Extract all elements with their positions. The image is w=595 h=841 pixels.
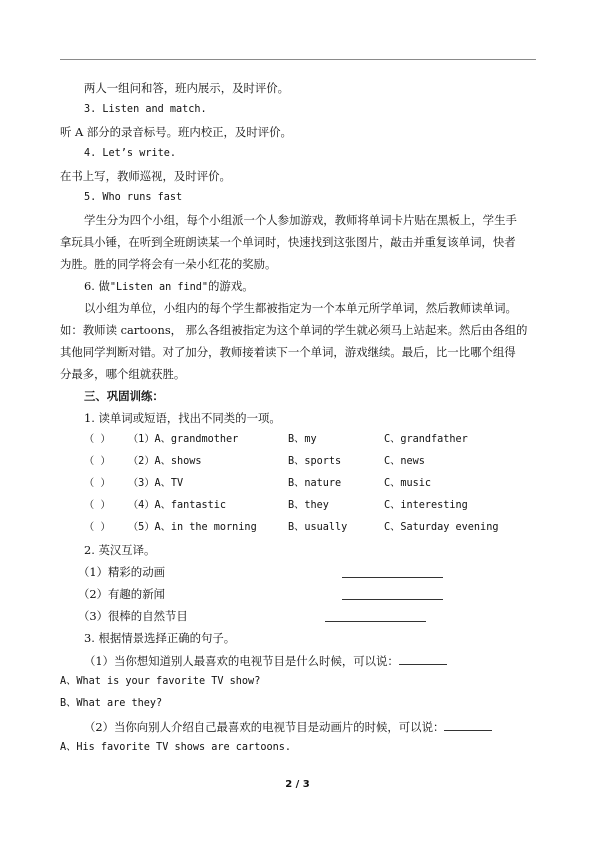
paragraph-line: 学生分为四个小组，每个小组派一个人参加游戏，教师将单词卡片贴在黑板上，学生手 [84, 213, 517, 227]
option-b: B、sports [288, 456, 342, 467]
game-name: "Listen an find" [109, 282, 209, 293]
answer-blank[interactable] [444, 718, 492, 731]
paragraph-line: 其他同学判断对错。对了加分，教师接着读下一个单词，游戏继续。最后，比一比哪个组得 [60, 345, 516, 359]
answer-blank[interactable] [342, 599, 443, 600]
paragraph-line: 以小组为单位，小组内的每个学生都被指定为一个本单元所学单词，然后教师读单词。 [84, 301, 517, 315]
answer-bracket[interactable]: （ ） [84, 478, 111, 489]
option-c: C、interesting [384, 500, 468, 511]
option-c: C、music [384, 478, 431, 489]
option-b: B、usually [288, 522, 348, 533]
paragraph-line: 分最多，哪个组就获胜。 [60, 367, 186, 381]
situation-text: （1）当你想知道别人最喜欢的电视节目是什么时候，可以说： [84, 654, 399, 668]
question-heading: 3. 根据情景选择正确的句子。 [84, 631, 236, 645]
question-heading: 1. 读单词或短语，找出不同类的一项。 [84, 411, 281, 425]
step-number: 6. 做 [84, 279, 110, 293]
step-suffix: 的游戏。 [208, 279, 254, 293]
step-heading: 5. Who runs fast [84, 192, 183, 203]
option-b: B、they [288, 500, 329, 511]
text-line: 听 A 部分的录音标号。班内校正，及时评价。 [60, 125, 292, 139]
question-heading: 2. 英汉互译。 [84, 543, 156, 557]
translate-item: （3）很棒的自然节目 [78, 609, 188, 623]
step-heading: 3. Listen and match. [84, 104, 207, 115]
translate-item: （2）有趣的新闻 [78, 587, 165, 601]
option-c: C、grandfather [384, 434, 468, 445]
option-a: （1）A、grandmother [128, 434, 239, 445]
text-line: 两人一组问和答，班内展示，及时评价。 [84, 81, 290, 95]
step-heading [84, 278, 254, 296]
option-a: （2）A、shows [128, 456, 202, 467]
option-a: （5）A、in the morning [128, 522, 257, 533]
situation-prompt [84, 652, 447, 669]
option-c: C、Saturday evening [384, 522, 499, 533]
page-number: 2 / 3 [285, 779, 310, 790]
option-a: （4）A、fantastic [128, 500, 227, 511]
paragraph-line: 如：教师读 cartoons， 那么各组被指定为这个单词的学生就必须马上站起来。然后由各组的 [60, 323, 528, 337]
option-b: B、my [288, 434, 317, 445]
answer-blank[interactable] [342, 577, 443, 578]
answer-bracket[interactable]: （ ） [84, 434, 111, 445]
situation-text: （2）当你向别人介绍自己最喜欢的电视节目是动画片的时候，可以说： [84, 720, 445, 734]
answer-bracket[interactable]: （ ） [84, 456, 111, 467]
answer-bracket[interactable]: （ ） [84, 522, 111, 533]
answer-blank[interactable] [399, 652, 447, 665]
choice-b: B、What are they? [60, 698, 163, 709]
paragraph-line: 为胜。胜的同学将会有一朵小红花的奖励。 [60, 257, 277, 271]
answer-blank[interactable] [325, 621, 426, 622]
paragraph-line: 拿玩具小锤，在听到全班朗读某一个单词时，快速找到这张图片，敲击并重复该单词，快者 [60, 235, 516, 249]
option-c: C、news [384, 456, 425, 467]
text-line: 在书上写，教师巡视，及时评价。 [60, 169, 231, 183]
header-rule [60, 59, 536, 60]
answer-bracket[interactable]: （ ） [84, 500, 111, 511]
option-a: （3）A、TV [128, 478, 184, 489]
situation-prompt [84, 718, 492, 735]
step-heading: 4. Let’s write. [84, 148, 177, 159]
choice-a: A、What is your favorite TV show? [60, 676, 261, 687]
option-b: B、nature [288, 478, 342, 489]
choice-a: A、His favorite TV shows are cartoons. [60, 742, 291, 753]
translate-item: （1）精彩的动画 [78, 565, 165, 579]
section-title: 三、巩固训练： [84, 389, 164, 403]
